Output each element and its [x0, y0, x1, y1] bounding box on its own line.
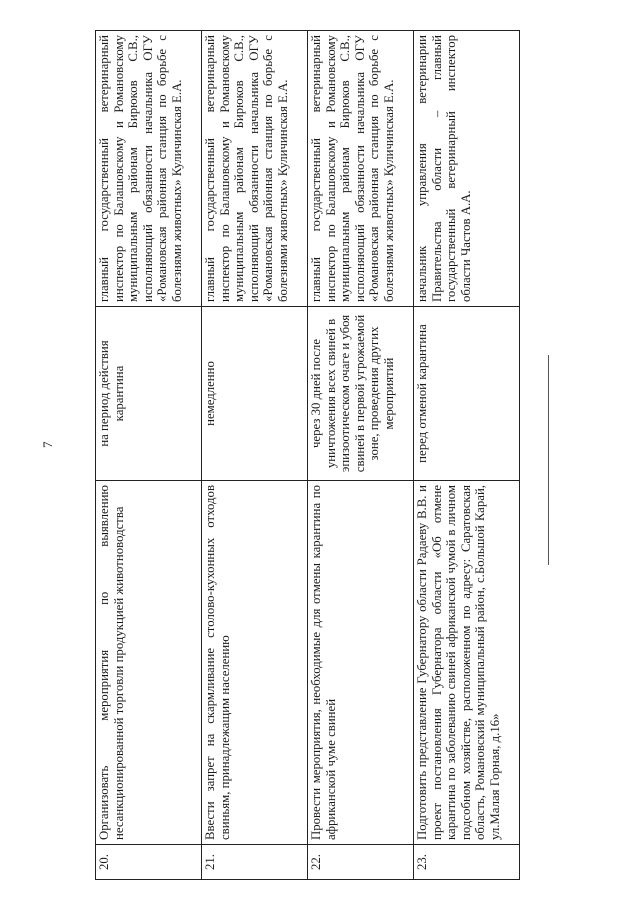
row-responsible: главный государственный ветеринарный инспектор по Балашовскому и Романовскому муниципальным районам Бирюков С.В., исполняющий обязанности начальника ОГУ «Романовская районная станция по борьбе с болезнями животных» Куличинская Е.А.	[96, 31, 202, 307]
row-term: на период действия карантина	[96, 307, 202, 481]
row-number: 20.	[96, 845, 202, 880]
row-number: 21.	[202, 845, 308, 880]
row-number: 23.	[414, 845, 520, 880]
table-row	[96, 31, 202, 880]
row-action: Организовать мероприятия по выявлению несанкционированной торговли продукцией животноводства	[96, 481, 202, 845]
row-number: 22.	[308, 845, 414, 880]
measures-table	[95, 30, 520, 880]
row-term: немедленно	[202, 307, 308, 481]
page-number: 7	[40, 441, 55, 448]
measures-table-rotated	[95, 30, 520, 880]
table-row	[414, 31, 520, 880]
table-row	[202, 31, 308, 880]
row-term: перед отменой карантина	[414, 307, 520, 481]
row-action: Ввести запрет на скармливание столово-кухонных отходов свиньям, принадлежащим населению	[202, 481, 308, 845]
row-action: Подготовить представление Губернатору области Радаеву В.В. и проект постановления Губернатора области «Об отмене карантина по заболеванию свиней африканской чумой в личном подсобном хозяйстве, расположенном по адресу: Саратовская область, Романовский муниципальный район, с.Большой Карай, ул.Малая Горная, д.16»	[414, 481, 520, 845]
row-term: через 30 дней после уничтожения всех свиней в эпизоотическом очаге и убоя свиней в первой угрожаемой зоне, проведения других мероприятий	[308, 307, 414, 481]
row-responsible: главный государственный ветеринарный инспектор по Балашовскому и Романовскому муниципальным районам Бирюков С.В., исполняющий обязанности начальника ОГУ «Романовская районная станция по борьбе с болезнями животных» Куличинская Е.А.	[202, 31, 308, 307]
separator-line	[548, 355, 549, 565]
row-action: Провести мероприятия, необходимые для отмены карантина по африканской чуме свиней	[308, 481, 414, 845]
row-responsible: начальник управления ветеринарии Правительства области – главный государственный ветеринарный инспектор области Частов А.А.	[414, 31, 520, 307]
table-row	[308, 31, 414, 880]
row-responsible: главный государственный ветеринарный инспектор по Балашовскому и Романовскому муниципальным районам Бирюков С.В., исполняющий обязанности начальника ОГУ «Романовская районная станция по борьбе с болезнями животных» Куличинская Е.А.	[308, 31, 414, 307]
